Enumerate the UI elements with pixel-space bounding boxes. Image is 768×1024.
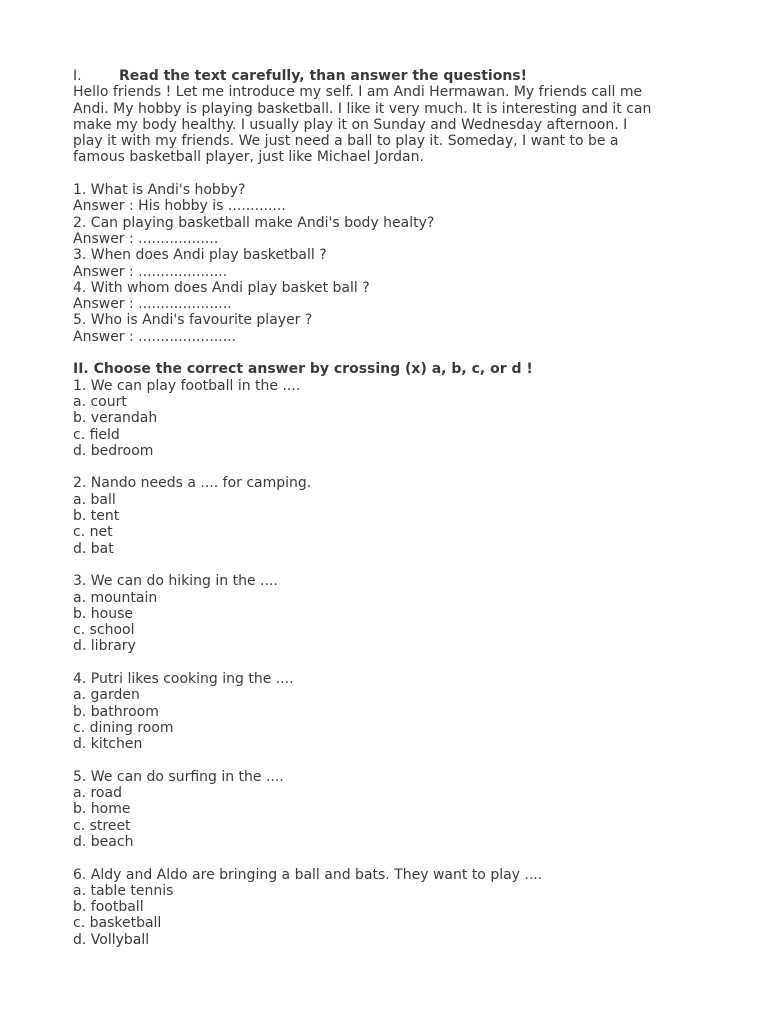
mc-option: a. road: [73, 785, 122, 802]
mc-option: d. library: [73, 638, 136, 655]
mc-option: b. tent: [73, 508, 120, 525]
essay-question: 2. Can playing basketball make Andi's body healty?: [73, 214, 435, 231]
mc-option: c. basketball: [73, 915, 162, 932]
mc-question-text: 4. Putri likes cooking ing the ....: [73, 670, 294, 687]
mc-question-text: 5. We can do surfing in the ....: [73, 768, 284, 785]
mc-option: b. verandah: [73, 410, 158, 427]
spacer: [73, 459, 713, 475]
mc-option: d. bedroom: [73, 442, 154, 459]
mc-option: c. street: [73, 817, 131, 834]
mc-question: [73, 867, 713, 948]
essay-question: 5. Who is Andi's favourite player ?: [73, 312, 313, 329]
answer-line: Answer : .....................: [73, 296, 232, 313]
section-1-heading: [73, 68, 713, 84]
mc-option: b. bathroom: [73, 703, 159, 720]
mc-option: c. field: [73, 426, 120, 443]
section-1-number: I.: [73, 68, 82, 84]
mc-option: c. dining room: [73, 719, 174, 736]
spacer: [73, 557, 713, 573]
mc-option: a. mountain: [73, 589, 158, 606]
passage-line: Andi. My hobby is playing basketball. I like it very much. It is interesting and it can: [73, 100, 652, 117]
mc-question: [73, 573, 713, 654]
worksheet-content: [73, 68, 713, 948]
mc-option: d. bat: [73, 540, 114, 557]
passage-line: Hello friends ! Let me introduce my self. I am Andi Hermawan. My friends call me: [73, 84, 643, 101]
mc-option: d. beach: [73, 833, 134, 850]
mc-option: c. net: [73, 524, 113, 541]
essay-questions: [73, 182, 713, 345]
section-1-title: Read the text carefully, than answer the questions!: [119, 68, 528, 84]
answer-line: Answer : ..................: [73, 230, 219, 247]
mc-option: a. garden: [73, 687, 140, 704]
mc-option: a. ball: [73, 491, 116, 508]
passage-line: play it with my friends. We just need a ball to play it. Someday, I want to be a: [73, 133, 619, 150]
spacer: [73, 345, 713, 361]
mc-option: b. house: [73, 605, 134, 622]
mc-question: [73, 671, 713, 752]
mc-question-text: 6. Aldy and Aldo are bringing a ball and bats. They want to play ....: [73, 866, 543, 883]
passage-line: make my body healthy. I usually play it on Sunday and Wednesday afternoon. I: [73, 116, 628, 133]
mc-option: d. Vollyball: [73, 931, 150, 948]
multiple-choice-questions: [73, 378, 713, 948]
mc-question-text: 3. We can do hiking in the ....: [73, 573, 278, 590]
mc-question: [73, 378, 713, 459]
answer-line: Answer : ......................: [73, 328, 237, 345]
mc-option: c. school: [73, 622, 135, 639]
essay-question: 4. With whom does Andi play basket ball ?: [73, 279, 370, 296]
mc-option: d. kitchen: [73, 736, 143, 753]
mc-option: a. table tennis: [73, 882, 174, 899]
mc-question: [73, 769, 713, 850]
mc-option: a. court: [73, 393, 127, 410]
spacer: [73, 655, 713, 671]
mc-option: b. home: [73, 801, 131, 818]
mc-question: [73, 475, 713, 556]
essay-question: 3. When does Andi play basketball ?: [73, 247, 327, 264]
answer-line: Answer : His hobby is .............: [73, 198, 286, 215]
passage-line: famous basketball player, just like Michael Jordan.: [73, 149, 424, 166]
mc-option: b. football: [73, 899, 144, 916]
essay-question: 1. What is Andi's hobby?: [73, 182, 246, 199]
spacer: [73, 850, 713, 866]
spacer: [73, 166, 713, 182]
answer-line: Answer : ....................: [73, 263, 228, 280]
section-2-heading: II. Choose the correct answer by crossing (x) a, b, c, or d !: [73, 361, 533, 378]
mc-question-text: 2. Nando needs a .... for camping.: [73, 475, 312, 492]
mc-question-text: 1. We can play football in the ....: [73, 377, 301, 394]
reading-passage: [73, 84, 713, 165]
spacer: [73, 752, 713, 768]
